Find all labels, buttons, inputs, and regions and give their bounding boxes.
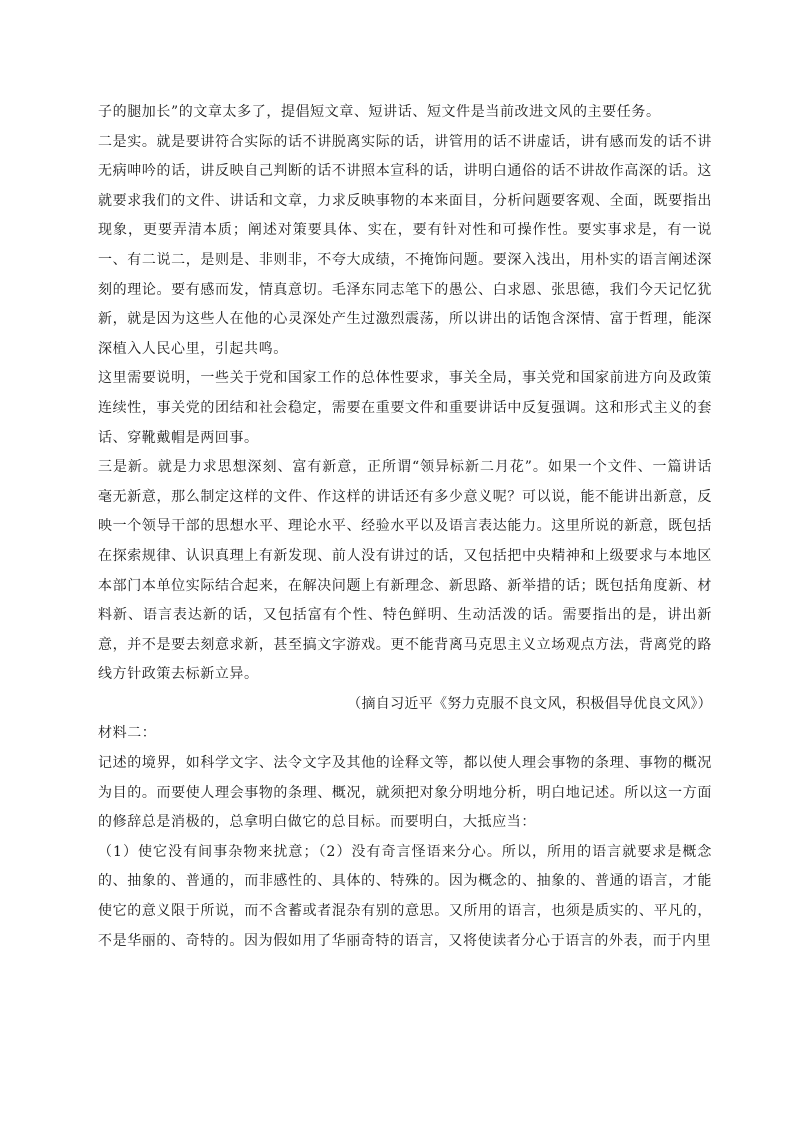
material-label: 材料二： [98, 725, 157, 742]
paragraph-5: 记述的境界，如科学文字、法令文字及其他的诠释文等，都以使人理会事物的条理、事物的概况为目的。而要使人理会事物的条理、概况，就须把对象分明地分析，明白地记述。所以这一方面的修辞总是消极的，总拿明白做它的总目标。而要明白，大抵应当： [98, 755, 712, 831]
paragraph-1: 子的腿加长”的文章太多了，提倡短文章、短讲话、短文件是当前改进文风的主要任务。 [98, 104, 661, 120]
paragraph-6: （1）使它没有间事杂物来扰意；（2）没有奇言怪语来分心。所以，所用的语言就要求是概念的、抽象的、普通的，而非感性的、具体的、特殊的。因为概念的、抽象的、普通的语言，才能使它的意义限于所说，而不含蓄或者混杂有别的意思。又所用的语言，也须是质实的、平凡的，不是华丽的、奇特的。因为假如用了华丽奇特的语言，又将使读者分心于语言的外表，而于内里 [98, 843, 712, 949]
paragraph-2: 二是实。就是要讲符合实际的话不讲脱离实际的话，讲管用的话不讲虚话，讲有感而发的话不讲无病呻吟的话，讲反映自己判断的话不讲照本宣科的话，讲明白通俗的话不讲故作高深的话。这就要求我们的文件、讲话和文章，力求反映事物的本来面目，分析问题要客观、全面，既要指出现象，更要弄清本质；阐述对策要具体、实在，要有针对性和可操作性。要实事求是，有一说一、有二说二，是则是、非则非，不夸大成绩，不掩饰问题。要深入浅出，用朴实的语言阐述深刻的理论。要有感而发，情真意切。毛泽东同志笔下的愚公、白求恩、张思德，我们今天记忆犹新，就是因为这些人在他的心灵深处产生过激烈震荡，所以讲出的话饱含深情、富于哲理，能深深植入人民心里，引起共鸣。 [98, 133, 712, 357]
paragraph-4: 三是新。就是力求思想深刻、富有新意，正所谓“领异标新二月花”。如果一个文件、一篇讲话毫无新意，那么制定这样的文件、作这样的讲话还有多少意义呢？可以说，能不能讲出新意，反映一个领导干部的思想水平、理论水平、经验水平以及语言表达能力。这里所说的新意，既包括在探索规律、认识真理上有新发现、前人没有讲过的话，又包括把中央精神和上级要求与本地区本部门本单位实际结合起来，在解决问题上有新理念、新思路、新举措的话；既包括角度新、材料新、语言表达新的话，又包括富有个性、特色鲜明、生动活泼的话。需要指出的是，讲出新意，并不是要去刻意求新，甚至搞文字游戏。更不能背离马克思主义立场观点方法，背离党的路线方针政策去标新立异。 [98, 459, 712, 683]
source-citation: （摘自习近平《努力克服不良文风，积极倡导优良文风》） [347, 695, 712, 712]
document-page [98, 98, 712, 956]
paragraph-3: 这里需要说明，一些关于党和国家工作的总体性要求，事关全局，事关党和国家前进方向及政策连续性，事关党的团结和社会稳定，需要在重要文件和重要讲话中反复强调。这和形式主义的套话、穿靴戴帽是两回事。 [98, 370, 712, 446]
